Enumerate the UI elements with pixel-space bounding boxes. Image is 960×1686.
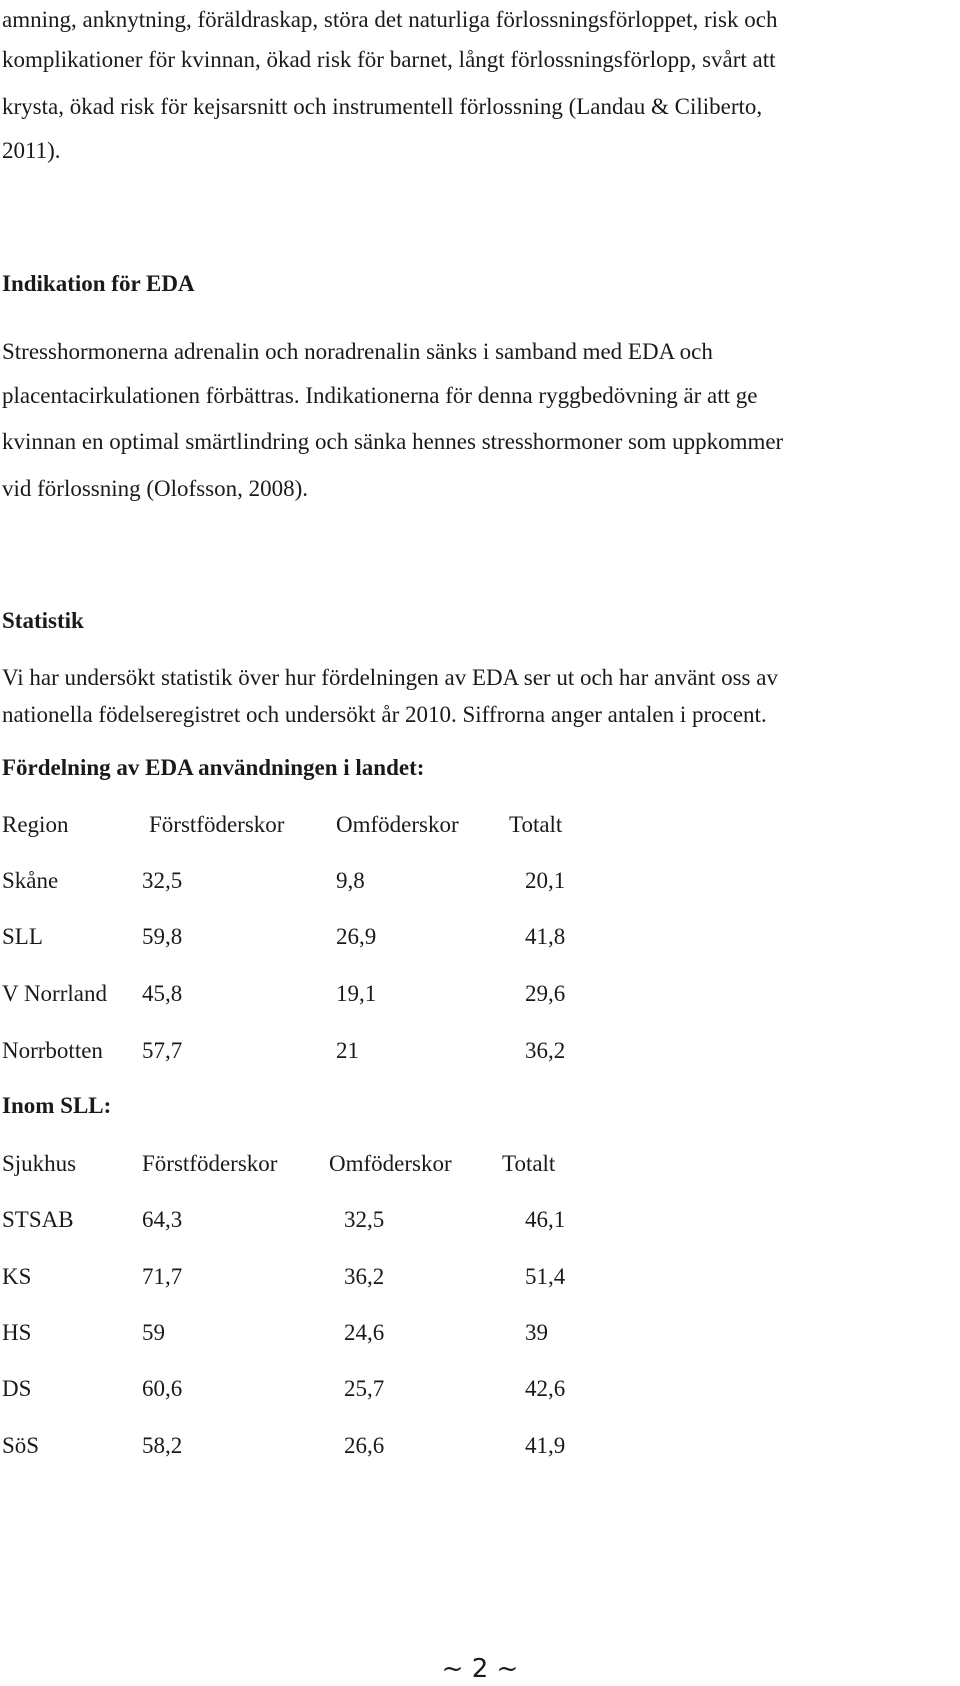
table-cell: 45,8: [142, 981, 183, 1006]
table-cell: 20,1: [525, 868, 566, 893]
text-line: placentacirkulationen förbättras. Indikationerna för denna ryggbedövning är att ge: [2, 383, 758, 408]
text-line: krysta, ökad risk för kejsarsnitt och instrumentell förlossning (Landau & Ciliberto,: [2, 94, 763, 119]
table-cell: 26,9: [336, 924, 377, 949]
text-line: komplikationer för kvinnan, ökad risk för barnet, långt förlossningsförlopp, svårt att: [2, 47, 776, 72]
table-cell: 32,5: [142, 868, 183, 893]
table-cell: Skåne: [2, 868, 59, 893]
text-line: nationella födelseregistret och undersökt år 2010. Siffrorna anger antalen i procent.: [2, 702, 767, 727]
table-cell: 58,2: [142, 1433, 183, 1458]
column-header: Omföderskor: [329, 1151, 452, 1176]
table-cell: 59,8: [142, 924, 183, 949]
table-cell: 19,1: [336, 981, 377, 1006]
table-cell: Norrbotten: [2, 1038, 103, 1063]
table-cell: 46,1: [525, 1207, 566, 1232]
table-cell: 60,6: [142, 1376, 183, 1401]
text-line: Stresshormonerna adrenalin och noradrenalin sänks i samband med EDA och: [2, 339, 713, 364]
table-cell: 57,7: [142, 1038, 183, 1063]
table-cell: 26,6: [344, 1433, 385, 1458]
table-cell: 32,5: [344, 1207, 385, 1232]
section-heading: Indikation för EDA: [2, 271, 195, 296]
table-cell: 41,9: [525, 1433, 566, 1458]
table-cell: 36,2: [525, 1038, 566, 1063]
table-cell: STSAB: [2, 1207, 74, 1232]
text-line: vid förlossning (Olofsson, 2008).: [2, 476, 309, 501]
table-cell: 29,6: [525, 981, 566, 1006]
table-cell: 42,6: [525, 1376, 566, 1401]
column-header: Förstföderskor: [142, 1151, 278, 1176]
table-cell: 64,3: [142, 1207, 183, 1232]
table-cell: 51,4: [525, 1264, 566, 1289]
table-cell: 41,8: [525, 924, 566, 949]
column-header: Totalt: [509, 812, 563, 837]
column-header: Omföderskor: [336, 812, 459, 837]
text-line: amning, anknytning, föräldraskap, störa det naturliga förlossningsförloppet, risk och: [2, 7, 778, 32]
table-heading: Inom SLL:: [2, 1093, 112, 1118]
page-number: ~ 2 ~: [441, 1654, 519, 1684]
table-cell: 71,7: [142, 1264, 183, 1289]
column-header: Totalt: [502, 1151, 556, 1176]
table-cell: 25,7: [344, 1376, 385, 1401]
table-cell: KS: [2, 1264, 32, 1289]
table-cell: 39: [525, 1320, 548, 1345]
column-header: Sjukhus: [2, 1151, 77, 1176]
section-heading: Statistik: [2, 608, 84, 633]
table-cell: HS: [2, 1320, 32, 1345]
text-line: kvinnan en optimal smärtlindring och sänka hennes stresshormoner som uppkommer: [2, 429, 784, 454]
column-header: Förstföderskor: [149, 812, 285, 837]
text-line: Vi har undersökt statistik över hur fördelningen av EDA ser ut och har använt oss av: [2, 665, 778, 690]
table-cell: SLL: [2, 924, 43, 949]
text-line: 2011).: [2, 138, 61, 163]
table-cell: 21: [336, 1038, 359, 1063]
table-cell: 24,6: [344, 1320, 385, 1345]
table-cell: DS: [2, 1376, 32, 1401]
table-cell: SöS: [2, 1433, 40, 1458]
table-heading: Fördelning av EDA användningen i landet:: [2, 755, 425, 780]
table-cell: 36,2: [344, 1264, 385, 1289]
table-cell: 59: [142, 1320, 165, 1345]
table-cell: 9,8: [336, 868, 365, 893]
table-cell: V Norrland: [2, 981, 107, 1006]
column-header: Region: [2, 812, 69, 837]
